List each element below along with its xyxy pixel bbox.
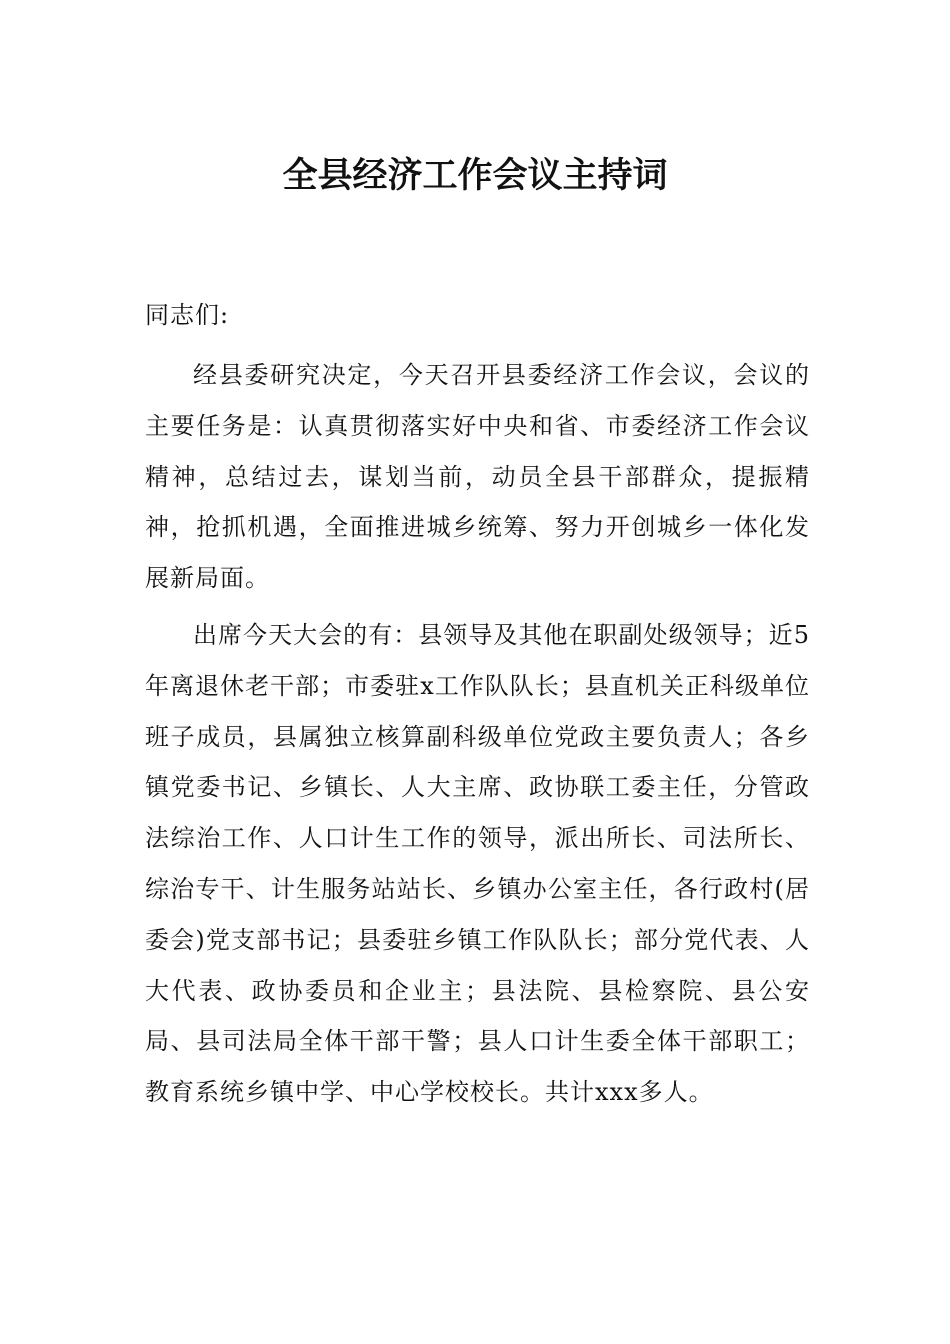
paragraph-attendees: 出席今天大会的有：县领导及其他在职副处级领导；近5年离退休老干部；市委驻x工作队队长；县直机关正科级单位班子成员，县属独立核算副科级单位党政主要负责人；各乡镇党委书记、乡镇长、人大主席、政协联工委主任，分管政法综治工作、人口计生工作的领导，派出所长、司法所长、综治专干、计生服务站站长、乡镇办公室主任，各行政村(居委会)党支部书记；县委驻乡镇工作队队长；部分党代表、人大代表、政协委员和企业主；县法院、县检察院、县公安局、县司法局全体干部干警；县人口计生委全体干部职工；教育系统乡镇中学、中心学校校长。共计xxx多人。: [145, 621, 810, 1107]
document-title: 全县经济工作会议主持词: [282, 155, 668, 196]
salutation: 同志们:: [145, 301, 230, 329]
paragraph-meeting-purpose: 经县委研究决定，今天召开县委经济工作会议，会议的主要任务是：认真贯彻落实好中央和省、市委经济工作会议精神，总结过去，谋划当前，动员全县干部群众，提振精神，抢抓机遇，全面推进城乡统筹、努力开创城乡一体化发展新局面。: [145, 361, 810, 593]
